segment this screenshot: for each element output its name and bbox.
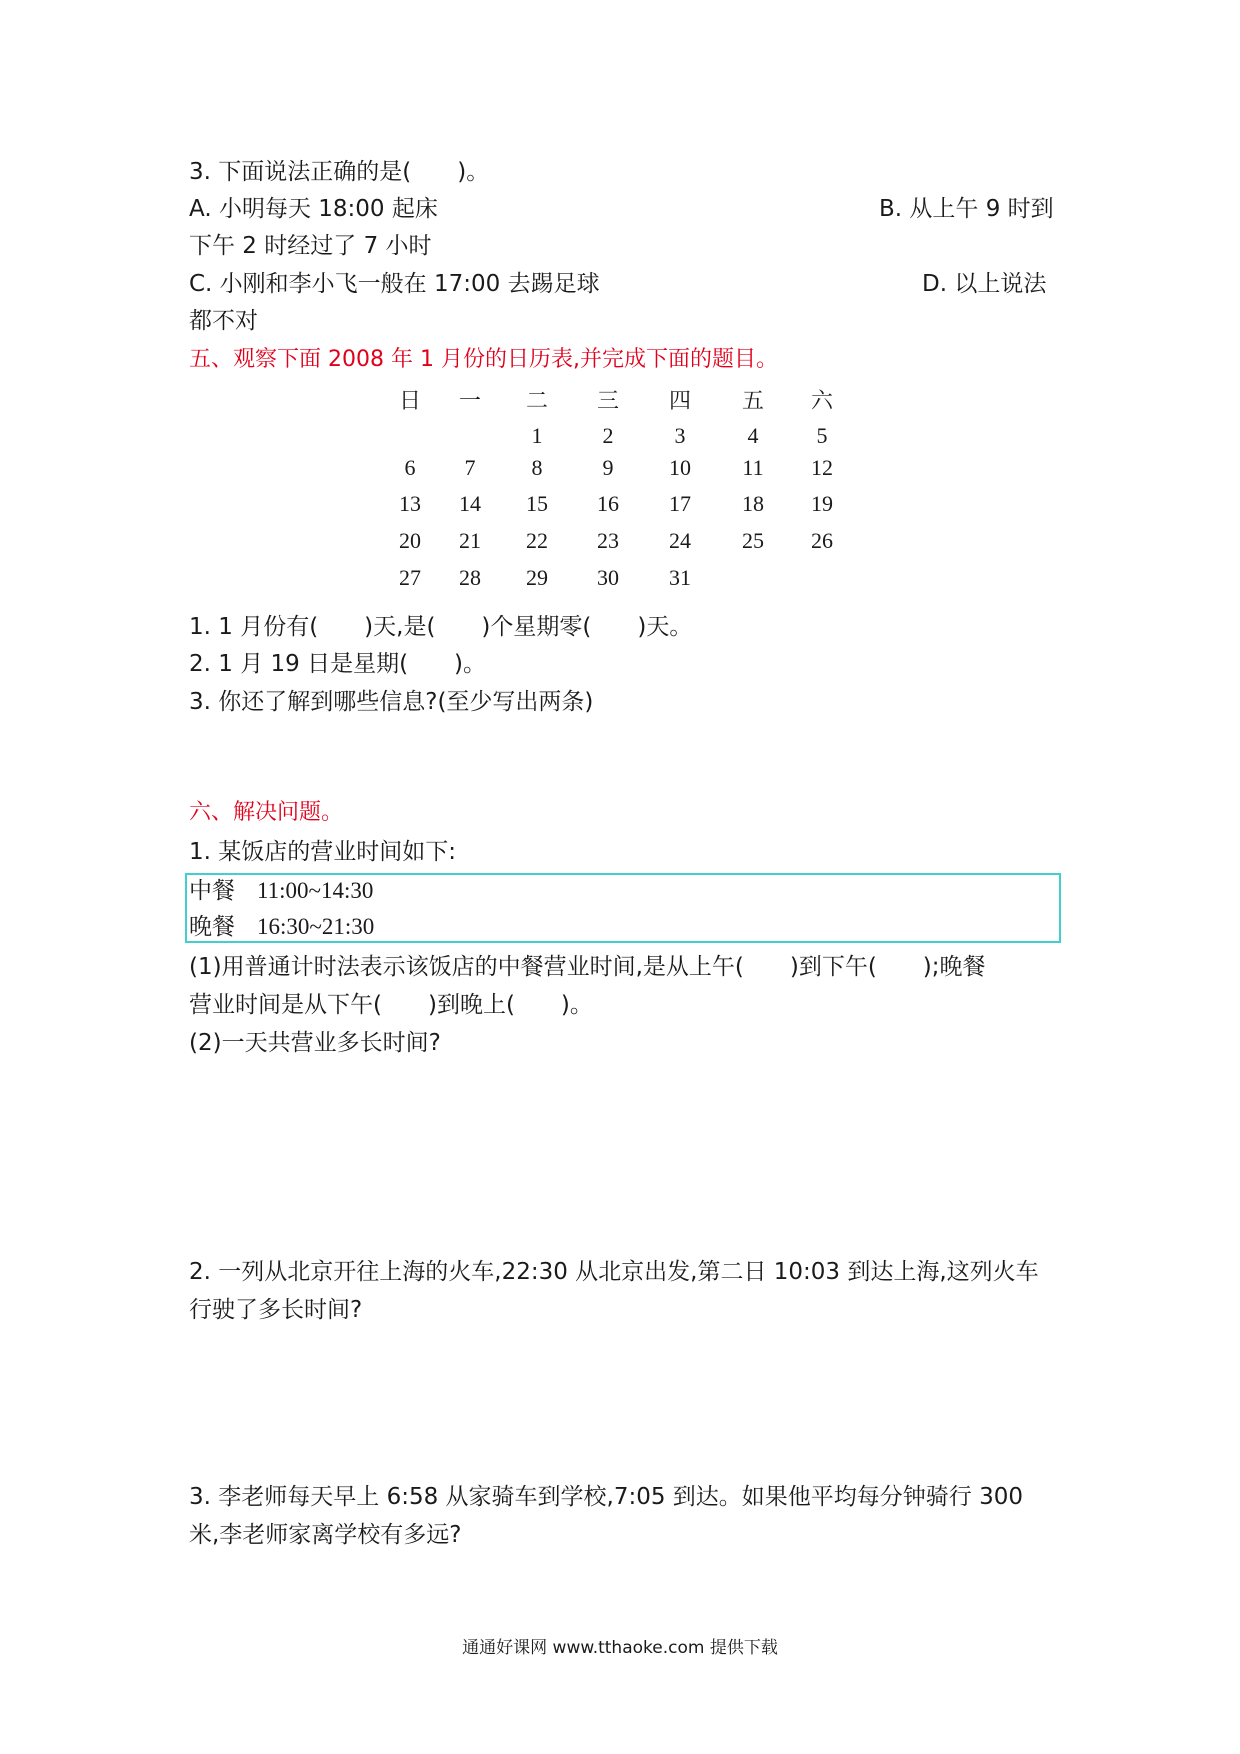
calendar-day: 17 (669, 491, 691, 516)
calendar-day: 19 (811, 491, 833, 516)
calendar-weekday-header: 四 (668, 389, 691, 414)
section-6-question-2-line1: 2. 一列从北京开往上海的火车,22:30 从北京出发,第二日 10:03 到达上海,这列火车 (189, 1259, 1039, 1285)
calendar-weekday-header: 三 (596, 389, 619, 414)
calendar-day: 24 (669, 528, 691, 553)
option-c: C. 小刚和李小飞一般在 17:00 去踢足球 (189, 271, 600, 297)
calendar-day: 1 (531, 423, 543, 448)
dinner-hours-row (189, 912, 374, 942)
lunch-hours-row (189, 876, 373, 906)
calendar-weekday-header: 二 (525, 389, 548, 414)
footer-credit: 通通好课网 www.tthaoke.com 提供下载 (462, 1638, 778, 1658)
calendar-day: 7 (464, 455, 476, 480)
calendar-day: 23 (597, 528, 619, 553)
calendar-weekday-header: 六 (810, 389, 833, 414)
section-6-question-2-line2: 行驶了多长时间? (189, 1297, 363, 1323)
option-b-end: 下午 2 时经过了 7 小时 (189, 233, 432, 259)
section-5-question-2: 2. 1 月 19 日是星期( )。 (189, 651, 487, 677)
calendar-day: 14 (459, 491, 481, 516)
section-6-q1-part1-line1: (1)用普通计时法表示该饭店的中餐营业时间,是从上午( )到下午( );晚餐 (189, 954, 986, 980)
calendar-day: 28 (459, 565, 481, 590)
calendar-day: 27 (399, 565, 421, 590)
calendar-day: 4 (747, 423, 759, 448)
calendar-day: 25 (742, 528, 764, 553)
calendar-day: 3 (674, 423, 686, 448)
calendar-day: 15 (526, 491, 548, 516)
calendar-weekday-header: 五 (741, 389, 764, 414)
section-6-q1-part1-line2: 营业时间是从下午( )到晚上( )。 (189, 992, 593, 1018)
section-5-question-1: 1. 1 月份有( )天,是( )个星期零( )天。 (189, 614, 693, 640)
calendar-day: 9 (602, 455, 614, 480)
calendar-day: 31 (669, 565, 691, 590)
section-6-question-3-line1: 3. 李老师每天早上 6:58 从家骑车到学校,7:05 到达。如果他平均每分钟骑行 300 (189, 1484, 1024, 1510)
calendar-day: 12 (811, 455, 833, 480)
section-6-heading: 六、解决问题。 (189, 800, 344, 825)
calendar-day: 29 (526, 565, 548, 590)
option-d-end: 都不对 (189, 308, 258, 334)
calendar-day: 18 (742, 491, 764, 516)
lunch-time: 11:00~14:30 (257, 878, 374, 903)
lunch-label: 中餐 (189, 878, 235, 904)
calendar-day: 26 (811, 528, 833, 553)
option-a: A. 小明每天 18:00 起床 (189, 196, 438, 222)
dinner-label: 晚餐 (189, 914, 235, 940)
option-b-start: B. 从上午 9 时到 (879, 196, 1054, 222)
calendar-day: 20 (399, 528, 421, 553)
calendar-day: 30 (597, 565, 619, 590)
calendar-day: 21 (459, 528, 481, 553)
calendar-day: 5 (816, 423, 828, 448)
dinner-time: 16:30~21:30 (257, 914, 375, 939)
calendar-day: 2 (602, 423, 614, 448)
calendar-day: 11 (742, 455, 764, 480)
section-6-question-3-line2: 米,李老师家离学校有多远? (189, 1522, 462, 1548)
calendar-day: 10 (669, 455, 691, 480)
calendar-day: 8 (531, 455, 543, 480)
section-6-question-1-stem: 1. 某饭店的营业时间如下: (189, 839, 457, 865)
section-6-q1-part2: (2)一天共营业多长时间? (189, 1030, 441, 1056)
calendar-day: 16 (597, 491, 619, 516)
section-5-question-3: 3. 你还了解到哪些信息?(至少写出两条) (189, 689, 594, 715)
calendar-weekday-header: 日 (398, 389, 421, 414)
calendar-weekday-header: 一 (458, 389, 481, 414)
question-4-3-stem: 3. 下面说法正确的是( )。 (189, 159, 490, 185)
calendar-day: 13 (399, 491, 421, 516)
option-d-start: D. 以上说法 (922, 271, 1047, 297)
calendar-day: 22 (526, 528, 548, 553)
section-5-heading: 五、观察下面 2008 年 1 月份的日历表,并完成下面的题目。 (189, 347, 778, 372)
calendar-day: 6 (404, 455, 416, 480)
